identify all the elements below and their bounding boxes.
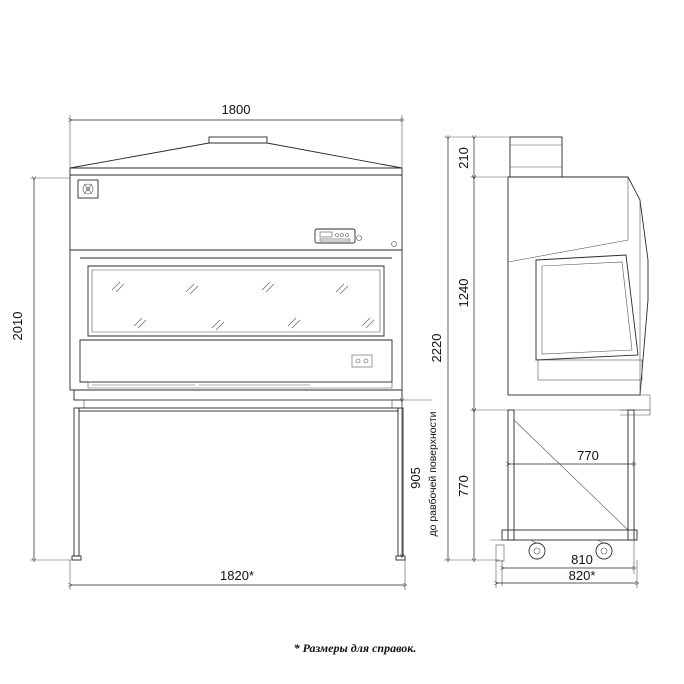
front-outlet-icon xyxy=(352,355,372,367)
dim-front-total-width: 1820* xyxy=(220,568,254,583)
dim-side-lower: 770 xyxy=(456,475,471,497)
front-sash-window xyxy=(88,266,384,336)
dim-work-surface-caption: до равбочей поверхности xyxy=(427,411,439,537)
dim-side-depth-inner: 770 xyxy=(577,448,599,463)
dim-side-depth-base: 810 xyxy=(571,552,593,567)
dim-work-surface-height: 905 xyxy=(408,467,423,489)
control-panel xyxy=(315,229,397,247)
front-work-surface xyxy=(74,390,402,400)
side-view xyxy=(490,137,650,561)
front-cabinet-upper xyxy=(70,175,402,250)
side-stand xyxy=(490,410,637,561)
dim-side-top: 210 xyxy=(456,147,471,169)
front-exhaust-collar xyxy=(209,137,267,143)
biohazard-icon xyxy=(78,180,98,198)
front-hood xyxy=(70,143,402,168)
dim-side-middle: 1240 xyxy=(456,278,471,308)
glass-reflection-marks xyxy=(112,282,374,330)
front-hood-base xyxy=(70,168,402,175)
footnote: * Размеры для справок. xyxy=(293,641,417,655)
side-cabinet-body xyxy=(508,177,648,395)
dim-total-height: 2220 xyxy=(429,333,444,363)
socket-icon xyxy=(392,242,397,247)
front-stand xyxy=(72,408,405,560)
side-top-exhaust xyxy=(510,137,562,177)
dim-side-depth-total: 820* xyxy=(568,568,596,583)
dim-front-top-width: 1800 xyxy=(221,102,251,117)
front-cabinet-middle xyxy=(70,250,402,390)
front-view xyxy=(70,137,405,560)
side-dimensions xyxy=(429,137,637,588)
dim-front-height: 2010 xyxy=(10,311,25,341)
